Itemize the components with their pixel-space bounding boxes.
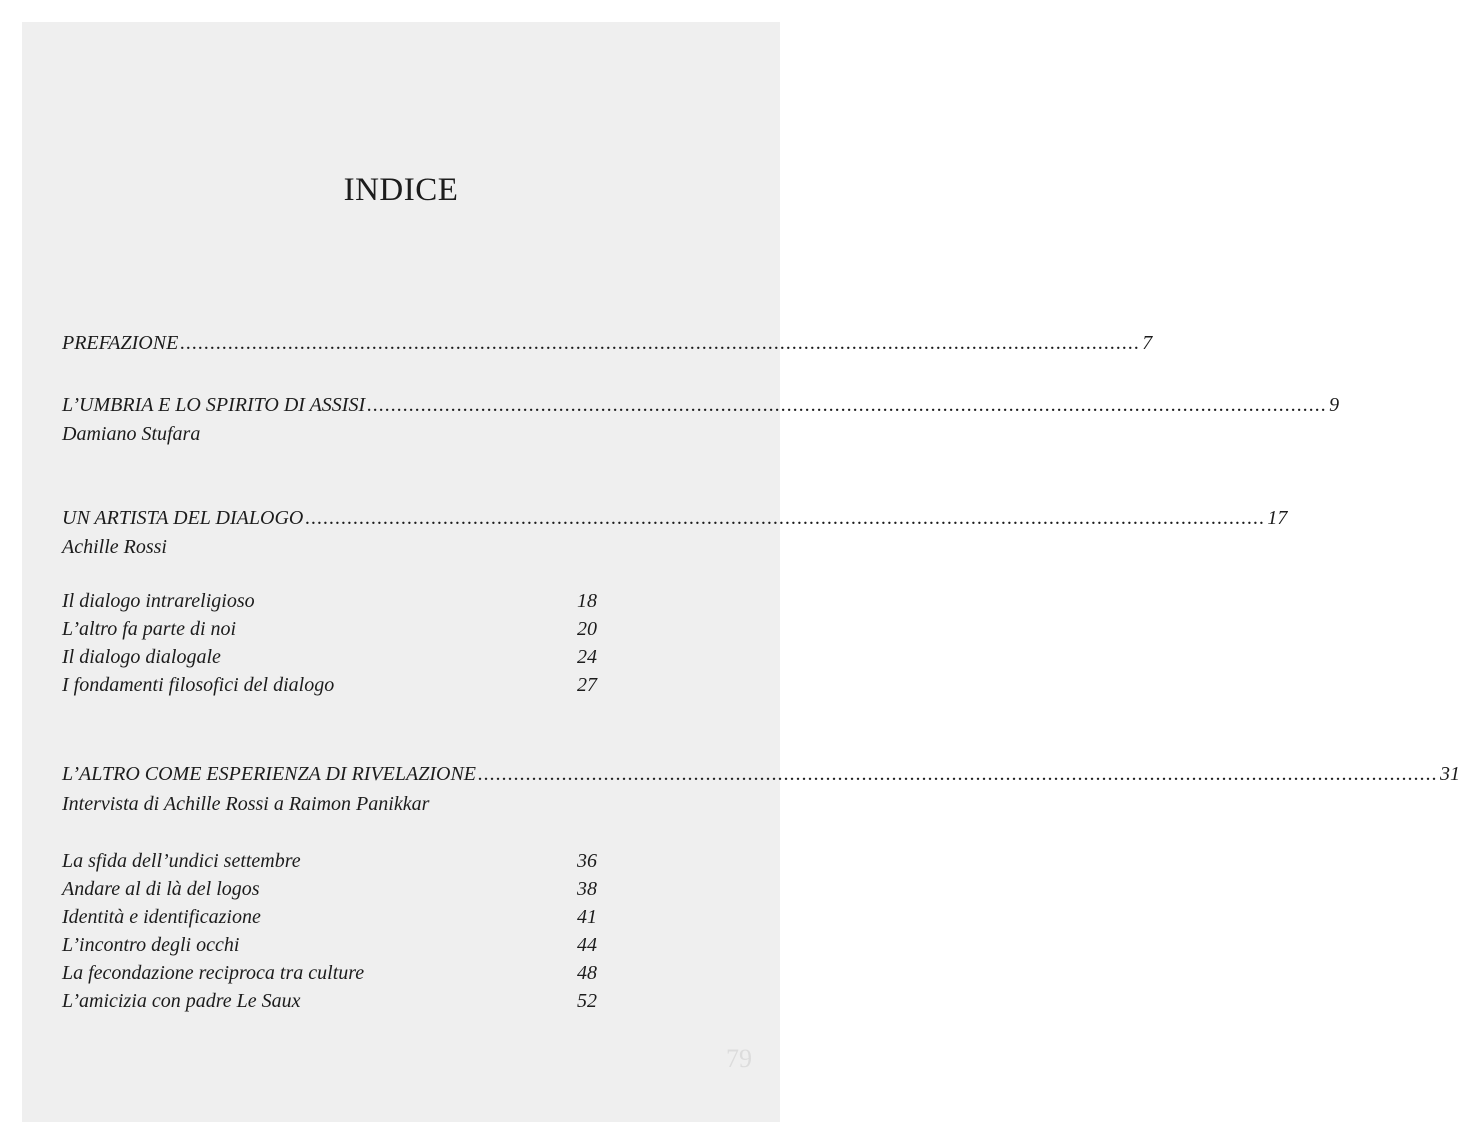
toc-subsection xyxy=(62,590,597,613)
toc-subsection xyxy=(62,646,597,669)
toc-subsection-title: L’amicizia con padre Le Saux xyxy=(62,990,301,1012)
toc-subsection xyxy=(62,618,597,641)
toc-entry-title: L’ALTRO COME ESPERIENZA DI RIVELAZIONE xyxy=(62,763,477,785)
page-number: 79 xyxy=(726,1044,752,1073)
book-page xyxy=(22,22,1460,1122)
toc-subsection-page: 18 xyxy=(577,590,597,612)
toc-subsection-page: 24 xyxy=(577,646,597,668)
toc-entry-page: 7 xyxy=(1142,332,1153,354)
toc-subsection-page: 44 xyxy=(577,934,597,956)
toc-subsection-title: Il dialogo intrareligioso xyxy=(62,590,255,612)
toc-entry-author: Intervista di Achille Rossi a Raimon Panikkar xyxy=(62,793,430,815)
toc-subsection-page: 52 xyxy=(577,990,597,1012)
toc-subsection-title: La fecondazione reciproca tra culture xyxy=(62,962,365,984)
toc-subsection-title: I fondamenti filosofici del dialogo xyxy=(62,674,335,696)
toc-entry-umbria xyxy=(62,394,1340,417)
toc-subsection-title: Identità e identificazione xyxy=(62,906,261,928)
toc-entry-author: Achille Rossi xyxy=(62,536,167,558)
toc-entry-artista xyxy=(62,507,1288,530)
toc-subsection-page: 41 xyxy=(577,906,597,928)
toc-entry-page: 31 xyxy=(1440,763,1460,785)
toc-subsection xyxy=(62,906,597,929)
toc-entry-title: PREFAZIONE xyxy=(62,332,179,354)
toc-subsection-page: 36 xyxy=(577,850,597,872)
toc-entry-title: L’UMBRIA E LO SPIRITO DI ASSISI xyxy=(62,394,366,416)
page-title: INDICE xyxy=(343,172,459,208)
toc-subsection-title: Il dialogo dialogale xyxy=(62,646,221,668)
dot-leader: ................................................................................................................................................................ xyxy=(305,507,1266,529)
toc-subsection-page: 27 xyxy=(577,674,597,696)
toc-entry-title: UN ARTISTA DEL DIALOGO xyxy=(62,507,304,529)
dot-leader: ................................................................................................................................................................ xyxy=(180,332,1141,354)
toc-subsection xyxy=(62,674,597,697)
toc-subsection xyxy=(62,934,597,957)
toc-subsection-title: L’incontro degli occhi xyxy=(62,934,240,956)
toc-entry-prefazione xyxy=(62,332,1153,355)
toc-subsection xyxy=(62,962,597,985)
toc-entry-page: 17 xyxy=(1267,507,1288,529)
toc-subsection xyxy=(62,990,597,1013)
toc-subsection-page: 38 xyxy=(577,878,597,900)
dot-leader: ................................................................................................................................................................ xyxy=(478,763,1439,785)
toc-entry-altro xyxy=(62,763,1460,786)
toc-entry-page: 9 xyxy=(1329,394,1340,416)
toc-subsection-title: Andare al di là del logos xyxy=(62,878,260,900)
dot-leader: ................................................................................................................................................................ xyxy=(367,394,1328,416)
toc-subsection-title: La sfida dell’undici settembre xyxy=(62,850,301,872)
toc-subsection-page: 48 xyxy=(577,962,597,984)
toc-subsection-title: L’altro fa parte di noi xyxy=(62,618,237,640)
toc-subsection-page: 20 xyxy=(577,618,597,640)
toc-subsection xyxy=(62,850,597,873)
toc-subsection xyxy=(62,878,597,901)
toc-entry-author: Damiano Stufara xyxy=(62,423,201,445)
